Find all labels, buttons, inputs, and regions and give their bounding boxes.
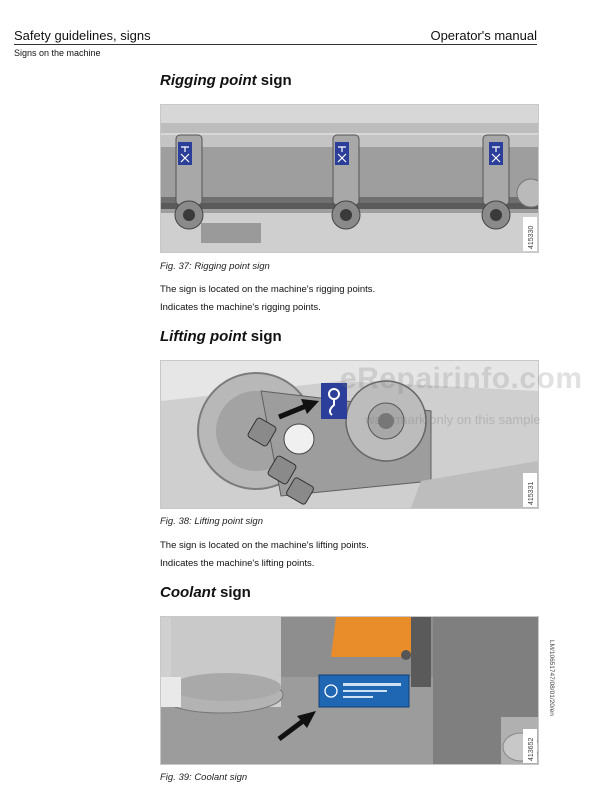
figure-number-38: 415331 [528, 481, 535, 505]
rigging-point-heading [160, 72, 292, 89]
coolant-heading [160, 584, 251, 601]
figure-number-39: 413652 [528, 737, 535, 761]
lifting-point-heading [160, 328, 282, 345]
coolant-heading-rest: sign [215, 584, 251, 601]
rigging-point-heading-rest: sign [256, 72, 292, 89]
lifting-point-line-1: The sign is located on the machine's lifting points. [160, 540, 369, 551]
lifting-point-line-2: Indicates the machine's lifting points. [160, 558, 315, 569]
header-section-title: Safety guidelines, signs [14, 28, 151, 43]
watermark-sub: watermark only on this sample [365, 412, 541, 427]
rigging-sign-icon-2 [335, 142, 349, 165]
caption-fig-39: Fig. 39: Coolant sign [160, 772, 248, 783]
coolant-illustration [161, 617, 538, 764]
lifting-point-heading-italic: Lifting point [160, 328, 247, 345]
coolant-heading-italic: Coolant [160, 584, 216, 601]
header-divider [14, 44, 537, 45]
figure-rigging-point [160, 104, 539, 253]
header-subtitle: Signs on the machine [14, 48, 101, 58]
caption-fig-37: Fig. 37: Rigging point sign [160, 261, 270, 272]
document-code: LM/10651747/08/01/20/en [548, 640, 555, 716]
watermark-main: eRepairinfo.com [340, 362, 583, 395]
rigging-point-illustration [161, 105, 538, 252]
rigging-point-heading-italic: Rigging point [160, 72, 257, 89]
lifting-point-heading-rest: sign [246, 328, 282, 345]
header-manual-title: Operator's manual [430, 28, 537, 43]
figure-coolant [160, 616, 539, 765]
rigging-point-line-1: The sign is located on the machine's rigging points. [160, 284, 376, 295]
rigging-point-line-2: Indicates the machine's rigging points. [160, 302, 321, 313]
rigging-sign-icon-3 [489, 142, 503, 165]
caption-fig-38: Fig. 38: Lifting point sign [160, 516, 263, 527]
coolant-plate-icon [319, 675, 409, 707]
rigging-sign-icon-1 [178, 142, 192, 165]
figure-number-37: 415330 [528, 225, 535, 249]
